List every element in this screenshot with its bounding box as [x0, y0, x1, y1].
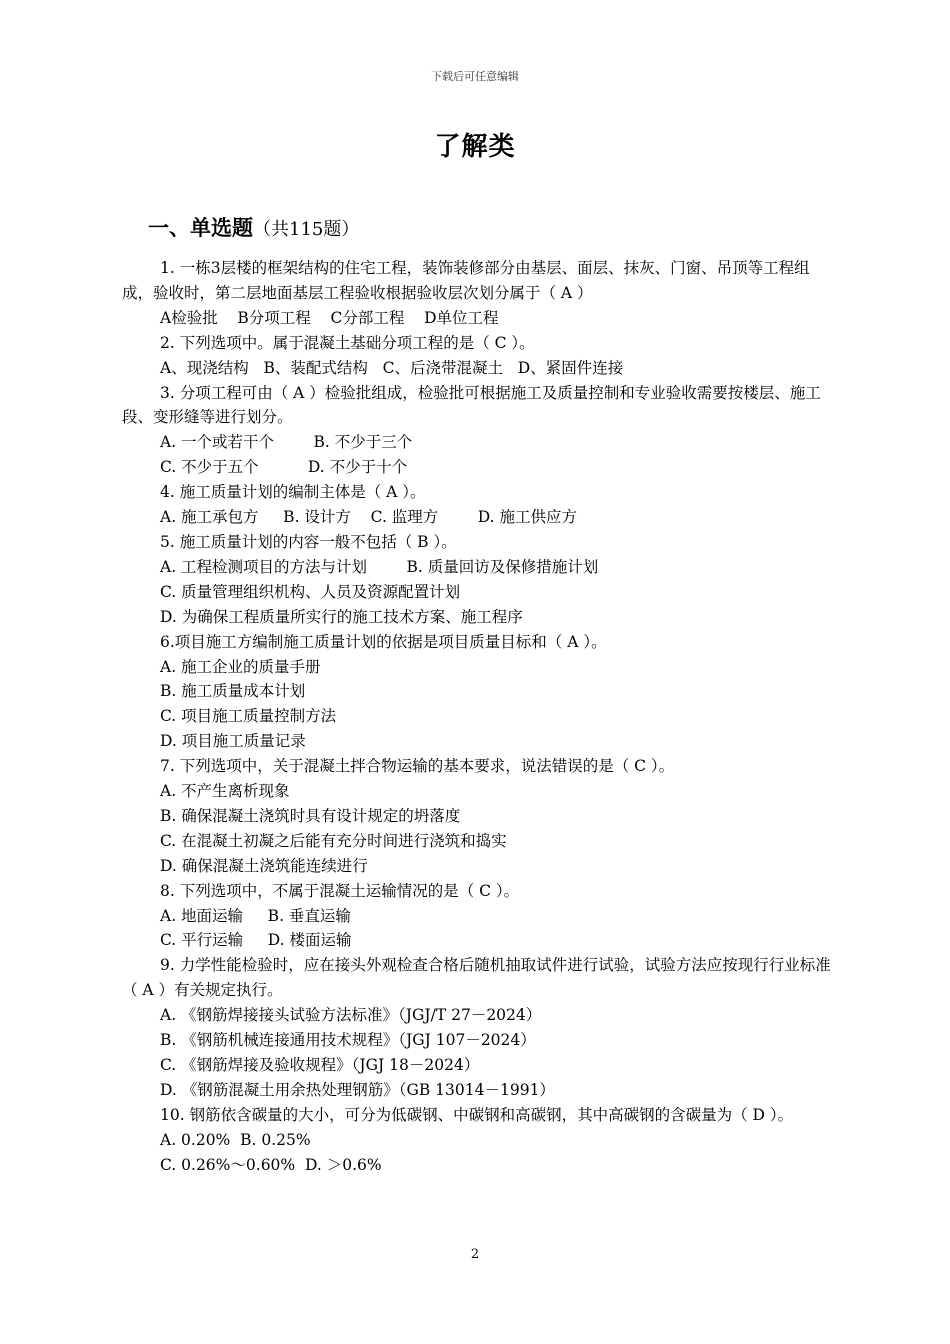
question-options: C. 项目施工质量控制方法: [160, 707, 337, 726]
question-options: A. 施工承包方 B. 设计方 C. 监理方 D. 施工供应方: [160, 508, 577, 527]
question-stem: 3. 分项工程可由（ A ）检验批组成，检验批可根据施工及质量控制和专业验收需要按楼层、施工段、变形缝等进行划分。: [122, 383, 821, 427]
question-stem: 8. 下列选项中，不属于混凝土运输情况的是（ C ）。: [160, 881, 520, 900]
question-options: C. 质量管理组织机构、人员及资源配置计划: [160, 582, 461, 601]
page-number: 2: [470, 1247, 480, 1262]
question-options: A. 《钢筋焊接接头试验方法标准》（JGJ/T 27－2024）: [160, 1006, 542, 1025]
question-options: C. 平行运输 D. 楼面运输: [160, 931, 352, 950]
question-options: A. 一个或若干个 B. 不少于三个: [160, 433, 413, 452]
question-options: A. 不产生离析现象: [160, 782, 290, 801]
question-options: D. 《钢筋混凝土用余热处理钢筋》（GB 13014－1991）: [160, 1080, 555, 1099]
header-note: 下载后可任意编辑: [431, 70, 519, 83]
question-stem: 2. 下列选项中。属于混凝土基础分项工程的是（ C ）。: [160, 333, 535, 352]
question-list: [122, 256, 834, 1178]
question-stem: 9. 力学性能检验时，应在接头外观检查合格后随机抽取试件进行试验，试验方法应按现行行业标准（ A ）有关规定执行。: [122, 956, 831, 1000]
question-options: C. 不少于五个 D. 不少于十个: [160, 458, 408, 477]
question-options: B. 《钢筋机械连接通用技术规程》（JGJ 107－2024）: [160, 1031, 536, 1050]
section-count: （共115题）: [253, 219, 360, 240]
question-options: C. 0.26%～0.60% D. ＞0.6%: [160, 1155, 382, 1174]
question-stem: 6.项目施工方编制施工质量计划的依据是项目质量目标和（ A ）。: [160, 632, 607, 651]
question-options: D. 为确保工程质量所实行的施工技术方案、施工程序: [160, 607, 523, 626]
question-options: C. 《钢筋焊接及验收规程》（JGJ 18－2024）: [160, 1056, 480, 1074]
question-stem: 4. 施工质量计划的编制主体是（ A ）。: [160, 483, 426, 502]
question-options: A. 工程检测项目的方法与计划 B. 质量回访及保修措施计划: [160, 557, 599, 576]
question-options: A. 0.20% B. 0.25%: [160, 1130, 311, 1149]
question-options: B. 确保混凝土浇筑时具有设计规定的坍落度: [160, 806, 461, 825]
question-options: A. 施工企业的质量手册: [160, 657, 321, 676]
question-stem: 10. 钢筋依含碳量的大小，可分为低碳钢、中碳钢和高碳钢，其中高碳钢的含碳量为（ D ）。: [160, 1105, 794, 1124]
section-heading: [148, 212, 359, 242]
question-options: D. 项目施工质量记录: [160, 732, 306, 751]
page-title: 了解类: [434, 132, 516, 162]
question-stem: 1. 一栋3层楼的框架结构的住宅工程，装饰装修部分由基层、面层、抹灰、门窗、吊顶等工程组成，验收时，第二层地面基层工程验收根据验收层次划分属于（ A ）: [122, 259, 810, 302]
question-options: A、现浇结构 B、装配式结构 C、后浇带混凝土 D、紧固件连接: [160, 358, 624, 377]
question-options: D. 确保混凝土浇筑能连续进行: [160, 856, 368, 875]
question-options: A检验批 B分项工程 C分部工程 D单位工程: [160, 308, 499, 327]
question-options: B. 施工质量成本计划: [160, 682, 306, 701]
question-stem: 7. 下列选项中，关于混凝土拌合物运输的基本要求，说法错误的是（ C ）。: [160, 757, 675, 776]
question-stem: 5. 施工质量计划的内容一般不包括（ B ）。: [160, 532, 457, 551]
question-options: C. 在混凝土初凝之后能有充分时间进行浇筑和捣实: [160, 831, 507, 850]
section-title: 一、单选题: [148, 216, 253, 240]
question-options: A. 地面运输 B. 垂直运输: [160, 906, 351, 925]
